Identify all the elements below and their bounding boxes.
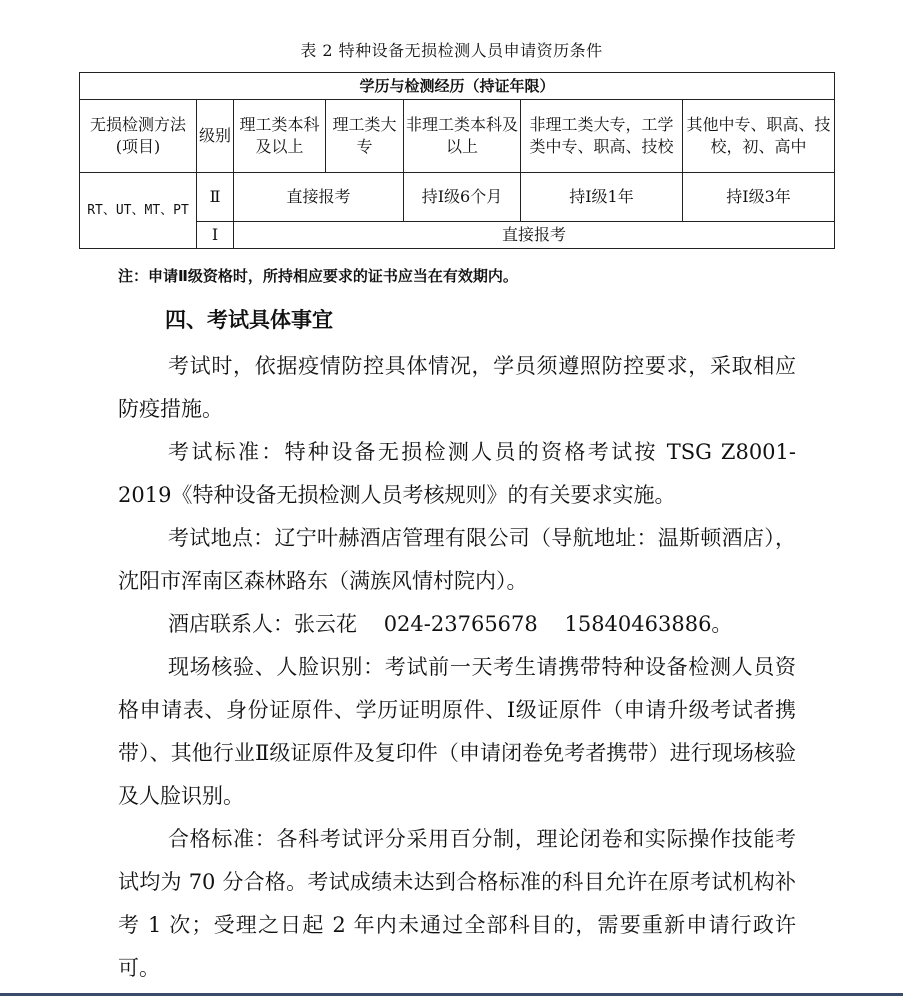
level-cell: Ⅰ: [197, 222, 234, 249]
level-cell: Ⅱ: [197, 173, 234, 222]
table-cell: 直接报考: [234, 222, 835, 249]
group-header: 学历与检测经历（持证年限）: [80, 73, 835, 100]
header-c1: 理工类本科及以上: [234, 100, 326, 173]
header-c2: 理工类大专: [326, 100, 404, 173]
paragraph: 考试地点：辽宁叶赫酒店管理有限公司（导航地址：温斯顿酒店），沈阳市浑南区森林路东（满族风情村院内）。: [118, 526, 796, 593]
paragraph: 考试标准：特种设备无损检测人员的资格考试按 TSG Z8001-2019《特种设备无损检测人员考核规则》的有关要求实施。: [118, 440, 796, 507]
paragraph: 酒店联系人：张云花 024-23765678 15840463886。: [168, 612, 733, 636]
header-c5: 其他中专、职高、技校，初、高中: [683, 100, 835, 173]
paragraph: 考试时，依据疫情防控具体情况，学员须遵照防控要求，采取相应防疫措施。: [118, 354, 796, 421]
paragraph: 合格标准：各科考试评分采用百分制，理论闭卷和实际操作技能考试均为 70 分合格。考试成绩未达到合格标准的科目允许在原考试机构补考 1 次；受理之日起 2 年内未通过全部科目的，需要重新申请行政许可。: [118, 827, 796, 980]
header-level: 级别: [197, 100, 234, 173]
table-cell: 直接报考: [234, 173, 404, 222]
qualification-table: [79, 72, 835, 249]
section-title: 四、考试具体事宜: [165, 308, 333, 332]
body-text: [118, 345, 796, 990]
table-cell: 持Ⅰ级1年: [521, 173, 683, 222]
table-caption: 表 2 特种设备无损检测人员申请资历条件: [300, 41, 603, 60]
header-c3: 非理工类本科及以上: [404, 100, 521, 173]
table-note: 注：申请Ⅱ级资格时，所持相应要求的证书应当在有效期内。: [118, 267, 518, 285]
table-cell: 持Ⅰ级3年: [683, 173, 835, 222]
method-cell: RT、UT、MT、PT: [80, 173, 197, 249]
header-c4: 非理工类大专，工学类中专、职高、技校: [521, 100, 683, 173]
header-method: 无损检测方法(项目): [80, 100, 197, 173]
paragraph: 现场核验、人脸识别：考试前一天考生请携带特种设备检测人员资格申请表、身份证原件、学历证明原件、Ⅰ级证原件（申请升级考试者携带）、其他行业Ⅱ级证原件及复印件（申请闭卷免考者携带）进行现场核验及人脸识别。: [118, 655, 796, 808]
table-cell: 持Ⅰ级6个月: [404, 173, 521, 222]
